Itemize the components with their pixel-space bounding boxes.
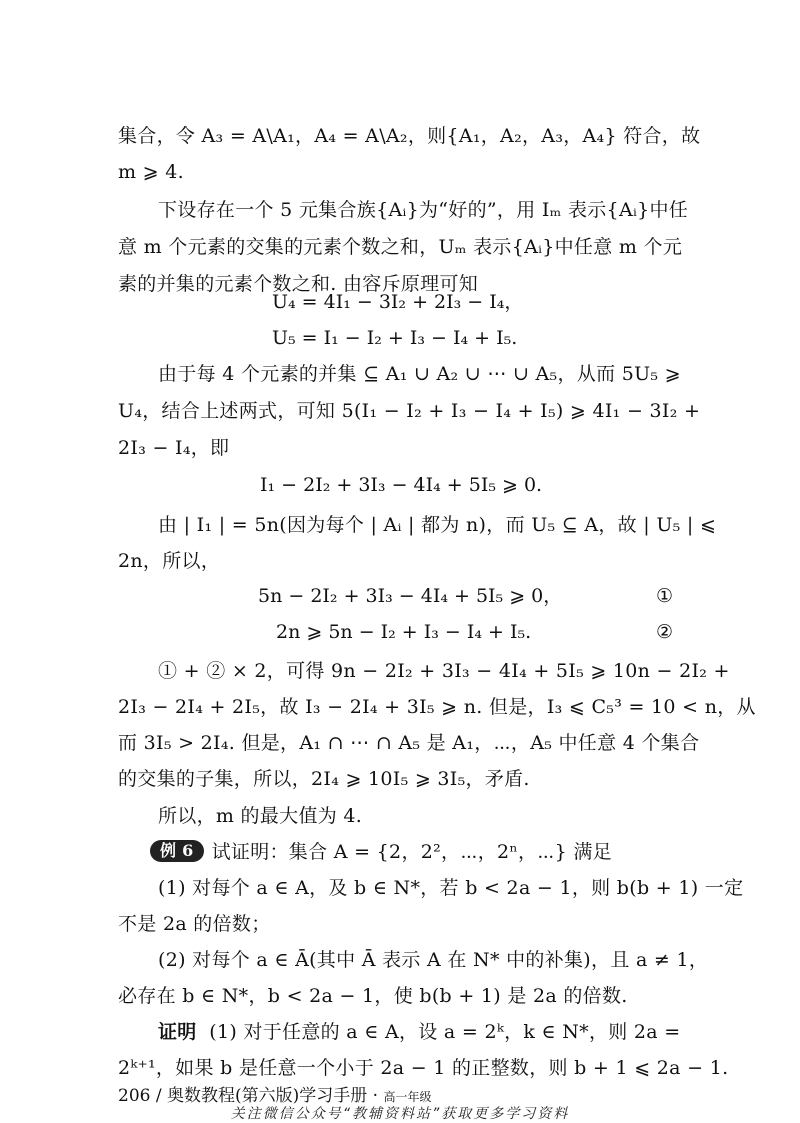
equation-1: 5n − 2I₂ + 3I₃ − 4I₄ + 5I₅ ⩾ 0， xyxy=(258,585,563,607)
page-number: 206 xyxy=(118,1086,151,1106)
grade-label: 高一年级 xyxy=(383,1090,432,1104)
text-line: 的交集的子集，所以，2I₄ ⩾ 10I₅ ⩾ 3I₅，矛盾. xyxy=(118,768,530,790)
text-line: 必存在 b ∈ N*，b < 2a − 1，使 b(b + 1) 是 2a 的倍数. xyxy=(118,985,628,1007)
text-line: 2I₃ − 2I₄ + 2I₅，故 I₃ − 2I₄ + 3I₅ ⩾ n. 但是，I₃ ⩽ C₅³ = 10 < n，从 xyxy=(118,696,756,718)
text-line: 由于每 4 个元素的并集 ⊆ A₁ ∪ A₂ ∪ ⋯ ∪ A₅，从而 5U₅ ⩾ xyxy=(158,363,681,385)
equation-u5: U₅ = I₁ − I₂ + I₃ − I₄ + I₅. xyxy=(272,327,518,349)
equation-u4: U₄ = 4I₁ − 3I₂ + 2I₃ − I₄， xyxy=(272,291,524,313)
book-title: / 奥数教程(第六版)学习手册 · xyxy=(155,1086,379,1106)
text-line: 素的并集的元素个数之和. 由容斥原理可知 xyxy=(118,273,479,295)
example-statement: 试证明：集合 A = {2，2²，⋯，2ⁿ，⋯} 满足 xyxy=(211,841,612,863)
watermark-text: 关注微信公众号“教辅资料站”获取更多学习资料 xyxy=(230,1106,570,1122)
proof-line xyxy=(158,1014,728,1050)
equation-inequality: I₁ − 2I₂ + 3I₃ − 4I₄ + 5I₅ ⩾ 0. xyxy=(260,474,543,496)
text-line: 2ᵏ⁺¹，如果 b 是任意一个小于 2a − 1 的正整数，则 b + 1 ⩽ 2a − 1. xyxy=(118,1057,729,1079)
text-line: 2n，所以， xyxy=(118,550,221,572)
example-line xyxy=(150,834,720,870)
text-line: m ⩾ 4. xyxy=(118,161,184,183)
text-line: 由 | I₁ | = 5n(因为每个 | Aᵢ | 都为 n)，而 U₅ ⊆ A，故 | U₅ | ⩽ xyxy=(158,514,717,536)
text-line: 下设存在一个 5 元集合族{Aᵢ}为“好的”，用 Iₘ 表示{Aᵢ}中任 xyxy=(158,199,689,221)
text-line: 2I₃ − I₄，即 xyxy=(118,437,230,459)
text-line: 所以，m 的最大值为 4. xyxy=(158,805,363,827)
text-line: ① + ② × 2，可得 9n − 2I₂ + 3I₃ − 4I₄ + 5I₅ ⩾ 10n − 2I₂ + xyxy=(158,660,730,682)
text-line: (1) 对每个 a ∈ A，及 b ∈ N*，若 b < 2a − 1，则 b(b + 1) 一定 xyxy=(158,877,744,899)
proof-label: 证明 xyxy=(158,1021,197,1043)
equation-number-2: ② xyxy=(656,621,674,643)
text-line: U₄，结合上述两式，可知 5(I₁ − I₂ + I₃ − I₄ + I₅) ⩾ 4I₁ − 3I₂ + xyxy=(118,400,701,422)
example-badge: 例 6 xyxy=(150,840,204,862)
equation-number-1: ① xyxy=(656,585,674,607)
text-line: 集合，令 A₃ = A\A₁，A₄ = A\A₂，则{A₁，A₂，A₃，A₄} 符合，故 xyxy=(118,125,701,147)
equation-2: 2n ⩾ 5n − I₂ + I₃ − I₄ + I₅. xyxy=(276,621,532,643)
proof-text: (1) 对于任意的 a ∈ A，设 a = 2ᵏ，k ∈ N*，则 2a = xyxy=(209,1021,681,1043)
text-line: (2) 对每个 a ∈ Ā(其中 Ā 表示 A 在 N* 中的补集)，且 a ≠ 1， xyxy=(158,949,709,971)
text-line: 而 3I₅ > 2I₄. 但是，A₁ ∩ ⋯ ∩ A₅ 是 A₁，⋯，A₅ 中任意 4 个集合 xyxy=(118,732,700,754)
text-line: 不是 2a 的倍数； xyxy=(118,913,271,935)
text-line: 意 m 个元素的交集的元素个数之和，Uₘ 表示{Aᵢ}中任意 m 个元 xyxy=(118,236,683,258)
